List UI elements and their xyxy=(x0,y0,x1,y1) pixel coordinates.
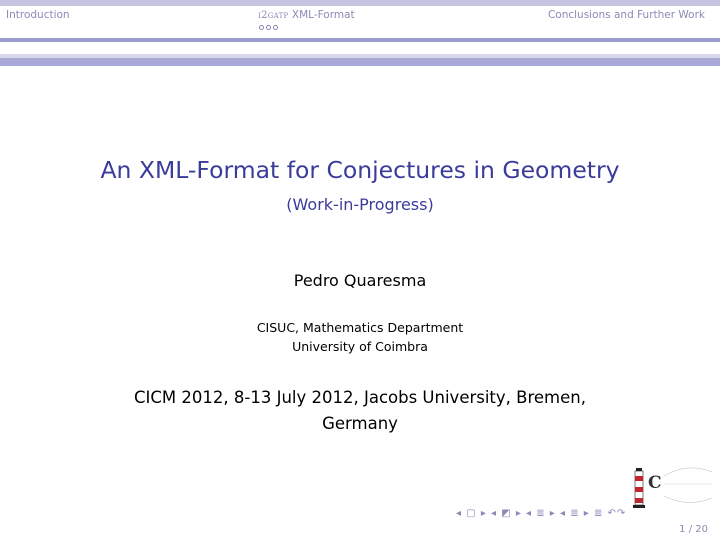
event-info xyxy=(0,385,720,437)
section-progress-dots xyxy=(259,25,278,30)
institution-department: CISUC, Mathematics Department xyxy=(256,320,464,335)
header-band-top xyxy=(0,0,720,6)
nav-xml-prefix: i2gatp xyxy=(258,10,289,21)
page-number: 1 / 20 xyxy=(679,524,708,535)
slide-title: An XML-Format for Conjectures in Geometry xyxy=(100,156,620,184)
institution-university: University of Coimbra xyxy=(292,339,428,354)
nav-xml-format[interactable] xyxy=(258,9,355,21)
event-line-2: Germany xyxy=(322,414,398,433)
svg-text:C: C xyxy=(648,473,662,493)
header-band-low xyxy=(0,58,720,66)
progress-dot[interactable] xyxy=(273,25,278,30)
slide-subtitle: (Work-in-Progress) xyxy=(286,195,434,214)
nav-xml-suffix: XML-Format xyxy=(291,9,355,21)
nav-introduction[interactable]: Introduction xyxy=(6,9,70,21)
cisuc-lighthouse-logo-icon xyxy=(628,458,714,518)
beamer-navigation-symbols[interactable]: ◂ ▢ ▸ ◂ ◩ ▸ ◂ ≣ ▸ ◂ ≣ ▸ ≣ ↶↷ xyxy=(456,508,627,519)
progress-dot[interactable] xyxy=(259,25,264,30)
progress-dot[interactable] xyxy=(266,25,271,30)
author-name: Pedro Quaresma xyxy=(293,271,427,290)
header-band-mid xyxy=(0,38,720,42)
nav-conclusions[interactable]: Conclusions and Further Work xyxy=(547,9,705,21)
event-line-1: CICM 2012, 8-13 July 2012, Jacobs University, Bremen, xyxy=(134,388,586,407)
